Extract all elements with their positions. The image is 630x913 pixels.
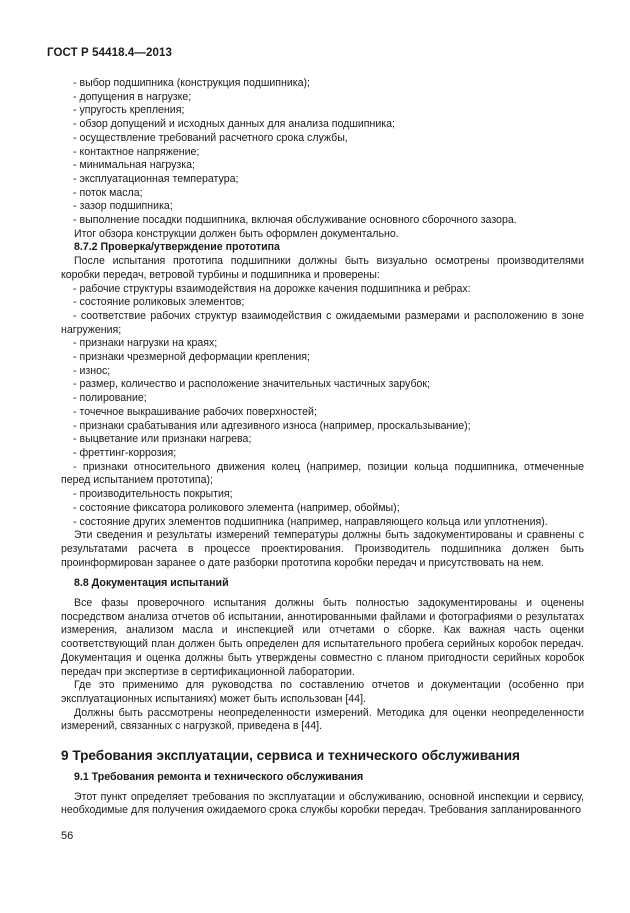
list-item: - признаки относительного движения колец (например, позиции кольца подшипника, отмеченные перед испытанием прототипа); <box>61 460 584 487</box>
page-body <box>61 77 584 818</box>
documentation-paragraph: Все фазы проверочного испытания должны быть полностью задокументированы и оценены посредством анализа отчетов об испытании, аннотированными файлами и фотографиями о результатах измерения, анализом масла и инспекцией или отчетами о сборке. Как важная часть оценки соответствующий план должен быть определен для испытательного пробега серийных коробок передач. Документация и оценка должны быть утверждены совместно с планом пригодности серийных коробок передач при экспертизе в сертификационной лаборатории. <box>61 597 584 678</box>
uncertainty-paragraph: Должны быть рассмотрены неопределенности измерений. Методика для оценки неопределенности измерений, связанных с нагрузкой, приведена в [44]. <box>61 706 584 733</box>
list-item: - соответствие рабочих структур взаимодействия с ожидаемыми размерами и расположению в зоне нагружения; <box>61 309 584 336</box>
list-item: - состояние роликовых элементов; <box>73 296 245 309</box>
list-item: - осуществление требований расчетного срока службы, <box>73 131 348 144</box>
list-item: - состояние фиксатора роликового элемента (например, обоймы); <box>73 501 400 514</box>
prototype-paragraph: После испытания прототипа подшипники должны быть визуально осмотрены производителями коробки передач, ветровой турбины и подшипника и проверены: <box>61 255 584 281</box>
info-paragraph: Эти сведения и результаты измерений температуры должны быть задокументированы и сравнены с результатами расчета в процессе проектирования. Производитель подшипника должен быть проинформирован заранее о дате разборки прототипа коробки передач и присутствовать на нем. <box>61 529 584 569</box>
list-item: - зазор подшипника; <box>73 200 173 213</box>
list-item: - состояние других элементов подшипника (например, направляющего кольца или уплотнения). <box>73 515 548 528</box>
list-item: - признаки чрезмерной деформации крепления; <box>73 351 310 364</box>
list-item: - обзор допущений и исходных данных для анализа подшипника; <box>73 118 395 131</box>
list-item: - эксплуатационная температура; <box>73 172 239 185</box>
list-item: - контактное напряжение; <box>73 145 200 158</box>
maintenance-paragraph: Этот пункт определяет требования по эксплуатации и обслуживанию, основной инспекции и сервису, необходимые для получения ожидаемого срока службы коробки передач. Требования запланированного <box>61 790 584 817</box>
list-item: - выбор подшипника (конструкция подшипника); <box>73 77 310 89</box>
list-item: - полирование; <box>73 392 147 405</box>
chapter-heading-9: 9 Требования эксплуатации, сервиса и технического обслуживания <box>61 748 520 764</box>
subsection-heading-8-7-2: 8.7.2 Проверка/утверждение прототипа <box>74 241 280 254</box>
list-item: - рабочие структуры взаимодействия на дорожке качения подшипника и ребрах: <box>73 282 471 295</box>
list-item: - производительность покрытия; <box>73 488 233 501</box>
list-item: - поток масла; <box>73 186 143 199</box>
list-item: - допущения в нагрузке; <box>73 90 192 103</box>
section-heading-8-8: 8.8 Документация испытаний <box>74 577 229 590</box>
list-item: - размер, количество и расположение значительных частичных зарубок; <box>73 378 431 391</box>
list-item: - выцветание или признаки нагрева; <box>73 433 252 446</box>
list-item: - минимальная нагрузка; <box>73 159 195 172</box>
list-item: - фреттинг-коррозия; <box>73 446 177 459</box>
review-paragraph: Итог обзора конструкции должен быть оформлен документально. <box>74 227 399 240</box>
list-item: - признаки срабатывания или адгезивного износа (например, проскальзывание); <box>73 419 471 432</box>
list-item: - износ; <box>73 364 111 377</box>
list-item: - выполнение посадки подшипника, включая обслуживание основного сборочного зазора. <box>73 214 517 227</box>
document-header: ГОСТ Р 54418.4—2013 <box>47 47 172 59</box>
list-item: - точечное выкрашивание рабочих поверхностей; <box>73 405 317 418</box>
list-item: - упругость крепления; <box>73 104 185 117</box>
section-heading-9-1: 9.1 Требования ремонта и технического обслуживания <box>74 771 364 784</box>
reports-paragraph: Где это применимо для руководства по составлению отчетов и документации (особенно при эксплуатационных испытаниях) может быть использован [44]. <box>61 679 584 705</box>
list-item: - признаки нагрузки на краях; <box>73 337 218 350</box>
page-number: 56 <box>61 830 74 842</box>
